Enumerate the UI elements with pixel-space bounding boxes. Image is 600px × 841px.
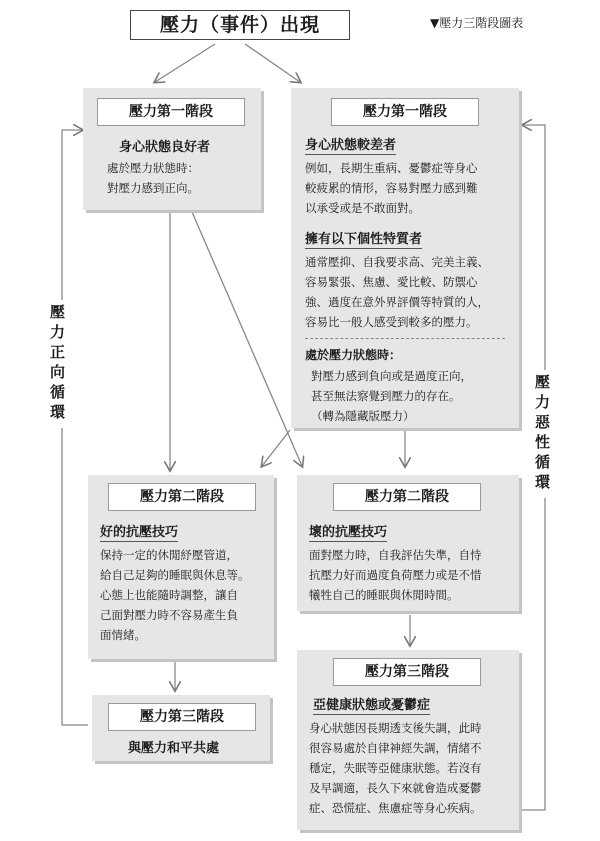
left-stage3-label: 壓力第三階段 (108, 703, 256, 731)
right-stage1-box (291, 88, 519, 428)
right-stage2-box (297, 475, 519, 611)
text-line: 以承受或是不敢面對。 (305, 201, 420, 215)
right-stage1-heading2: 擁有以下個性特質者 (305, 228, 422, 249)
text-line: 強、過度在意外界評價等特質的人， (305, 295, 489, 309)
left-stage3-box (92, 695, 270, 761)
text-line: 例如，長期生重病、憂鬱症等身心 (305, 161, 478, 175)
text-line: 犧牲自己的睡眠與休閒時間。 (309, 588, 459, 602)
left-stage1-label: 壓力第一階段 (97, 98, 245, 126)
text-line: 己面對壓力時不容易產生負 (100, 608, 238, 622)
text-line: 對壓力感到負向或是過度正向， (311, 369, 472, 383)
right-stage1-paragraph1 (305, 158, 478, 218)
left-stage1-text: 對壓力感到正向。 (107, 181, 199, 195)
text-line: 心態上也能隨時調整，讓自 (100, 588, 238, 602)
text-line: 抗壓力好而過度負荷壓力或是不惜 (309, 568, 482, 582)
left-stage2-paragraph (100, 545, 250, 645)
arrow-title-to-right (245, 44, 300, 82)
arrow-title-to-left (155, 44, 215, 82)
right-stage2-label: 壓力第二階段 (333, 483, 481, 511)
right-stage1-paragraph2 (305, 252, 489, 332)
right-stage1-label: 壓力第一階段 (331, 98, 479, 126)
page-title: 壓力（事件）出現 (130, 10, 350, 40)
negative-cycle-label: 壓力惡性循環 (532, 370, 553, 498)
text-line: 保持一定的休閒紓壓管道， (100, 548, 238, 562)
text-line: 給自己足夠的睡眠與休息等。 (100, 568, 250, 582)
text-line: 症、恐慌症、焦慮症等身心疾病。 (309, 801, 482, 815)
arrow-right1-to-left2 (262, 430, 290, 466)
text-line: （轉為隱藏版壓力） (311, 409, 415, 423)
text-line: 身心狀態因長期透支後失調，此時 (309, 721, 482, 735)
text-line: 穩定，失眠等亞健康狀態。若沒有 (309, 761, 482, 775)
left-stage2-heading: 好的抗壓技巧 (100, 521, 178, 542)
text-line: 面對壓力時，自我評估失準，自恃 (309, 548, 482, 562)
left-stage2-box (88, 475, 274, 659)
right-stage2-paragraph (309, 545, 482, 605)
left-stage1-subheading: 處於壓力狀態時： (107, 161, 199, 175)
right-stage3-box (297, 650, 519, 830)
divider (305, 338, 505, 339)
right-stage3-paragraph (309, 718, 482, 818)
left-stage3-heading: 與壓力和平共處 (128, 741, 220, 756)
right-stage3-label: 壓力第三階段 (333, 658, 481, 686)
right-stage3-heading: 亞健康狀態或憂鬱症 (313, 694, 430, 715)
arrow-left1-to-right2 (192, 212, 302, 466)
positive-cycle-label: 壓力正向循環 (47, 300, 68, 428)
text-line: 容易緊張、焦慮、愛比較、防禦心 (305, 275, 478, 289)
left-stage2-label: 壓力第二階段 (108, 483, 256, 511)
left-stage1-heading: 身心狀態良好者 (119, 140, 211, 155)
text-line: 很容易處於自律神經失調，情緒不 (309, 741, 482, 755)
text-line: 甚至無法察覺到壓力的存在。 (311, 389, 461, 403)
right-stage1-heading3: 處於壓力狀態時： (305, 348, 402, 362)
text-line: 容易比一般人感受到較多的壓力。 (305, 315, 478, 329)
text-line: 較疲累的情形，容易對壓力感到難 (305, 181, 478, 195)
text-line: 及早調適，長久下來就會造成憂鬱 (309, 781, 482, 795)
text-line: 面情緒。 (100, 628, 146, 642)
right-stage1-heading1: 身心狀態較差者 (305, 134, 396, 155)
chart-caption: ▼壓力三階段圖表 (430, 16, 524, 30)
right-stage2-heading: 壞的抗壓技巧 (309, 521, 387, 542)
text-line: 通常壓抑、自我要求高、完美主義、 (305, 255, 489, 269)
left-stage1-box (83, 88, 261, 210)
right-stage1-paragraph3 (311, 366, 472, 426)
